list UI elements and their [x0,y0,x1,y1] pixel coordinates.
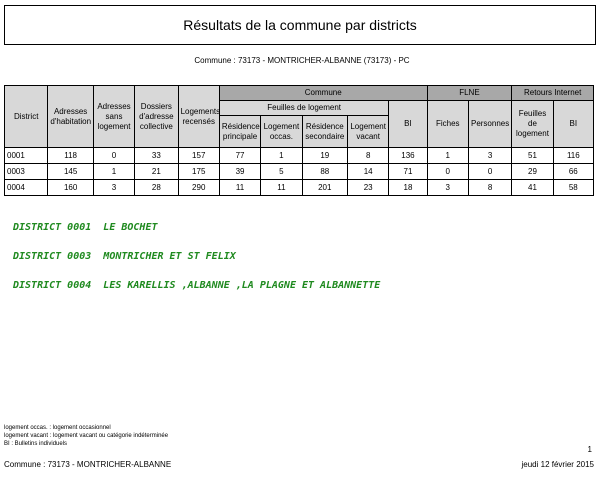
table-cell: 157 [178,148,219,164]
table-cell: 136 [389,148,427,164]
header-feuilles-logement-internet: Feuilles de logement [512,101,553,148]
table-cell: 3 [468,148,511,164]
table-cell: 66 [553,164,593,180]
report-title-text: Résultats de la commune par districts [183,17,417,33]
table-cell: 3 [93,180,134,196]
table-cell: 3 [427,180,468,196]
header-group-feuilles-logement: Feuilles de logement [219,101,388,116]
table-cell: 0 [93,148,134,164]
legend-item: BI : Bulletins individuels [4,441,68,447]
table-cell: 77 [219,148,260,164]
table-row [5,180,594,196]
commune-subtitle: Commune : 73173 - MONTRICHER-ALBANNE (73173) - PC [194,56,410,65]
header-fiches: Fiches [427,101,468,148]
table-cell: 145 [48,164,93,180]
header-group-retours-internet: Retours Internet [512,86,594,101]
table-cell: 88 [302,164,347,180]
header-logement-vacant: Logement vacant [348,116,389,148]
header-district: District [5,86,48,148]
table-cell: 51 [512,148,553,164]
table-cell: 11 [219,180,260,196]
district-name: DISTRICT 0003 MONTRICHER ET ST FELIX [13,251,236,262]
table-cell: 23 [348,180,389,196]
results-table [4,85,594,196]
header-residence-secondaire: Résidence secondaire [302,116,347,148]
table-cell: 19 [302,148,347,164]
table-cell: 0 [468,164,511,180]
header-residence-principale: Résidence principale [219,116,260,148]
footer-commune: Commune : 73173 - MONTRICHER-ALBANNE [4,460,172,469]
footer-date: jeudi 12 février 2015 [521,460,594,469]
table-cell: 39 [219,164,260,180]
table-cell: 28 [135,180,178,196]
district-name: DISTRICT 0004 LES KARELLIS ,ALBANNE ,LA PLAGNE ET ALBANNETTE [13,280,381,291]
table-cell: 11 [261,180,302,196]
table-cell: 0 [427,164,468,180]
table-cell: 8 [348,148,389,164]
page-number: 1 [587,445,592,454]
header-group-commune: Commune [219,86,427,101]
table-cell: 33 [135,148,178,164]
table-cell: 1 [261,148,302,164]
table-cell: 1 [427,148,468,164]
table-cell: 0001 [5,148,48,164]
table-cell: 0003 [5,164,48,180]
table-cell: 290 [178,180,219,196]
table-cell: 41 [512,180,553,196]
header-bi-internet: BI [553,101,593,148]
table-cell: 14 [348,164,389,180]
header-adresses-habitation: Adresses d'habitation [48,86,93,148]
table-cell: 29 [512,164,553,180]
table-cell: 1 [93,164,134,180]
legend-item: logement vacant : logement vacant ou catégorie indéterminée [4,433,169,439]
header-group-flne: FLNE [427,86,512,101]
table-cell: 116 [553,148,593,164]
header-dossiers-adresse-collective: Dossiers d'adresse collective [135,86,178,148]
legend-item: logement occas. : logement occasionnel [4,425,111,431]
table-cell: 201 [302,180,347,196]
header-personnes: Personnes [468,101,511,148]
abbreviation-legend [4,424,168,448]
table-cell: 0004 [5,180,48,196]
table-cell: 21 [135,164,178,180]
header-adresses-sans-logement: Adresses sans logement [93,86,134,148]
table-cell: 58 [553,180,593,196]
table-cell: 175 [178,164,219,180]
district-list [13,222,380,309]
header-bi: BI [389,101,427,148]
table-cell: 5 [261,164,302,180]
report-title [4,5,596,45]
table-row [5,164,594,180]
table-cell: 8 [468,180,511,196]
table-cell: 71 [389,164,427,180]
table-cell: 118 [48,148,93,164]
table-cell: 160 [48,180,93,196]
table-row [5,148,594,164]
table-cell: 18 [389,180,427,196]
district-name: DISTRICT 0001 LE BOCHET [13,222,158,233]
header-logement-occas: Logement occas. [261,116,302,148]
header-logements-recenses: Logements recensés [178,86,219,148]
